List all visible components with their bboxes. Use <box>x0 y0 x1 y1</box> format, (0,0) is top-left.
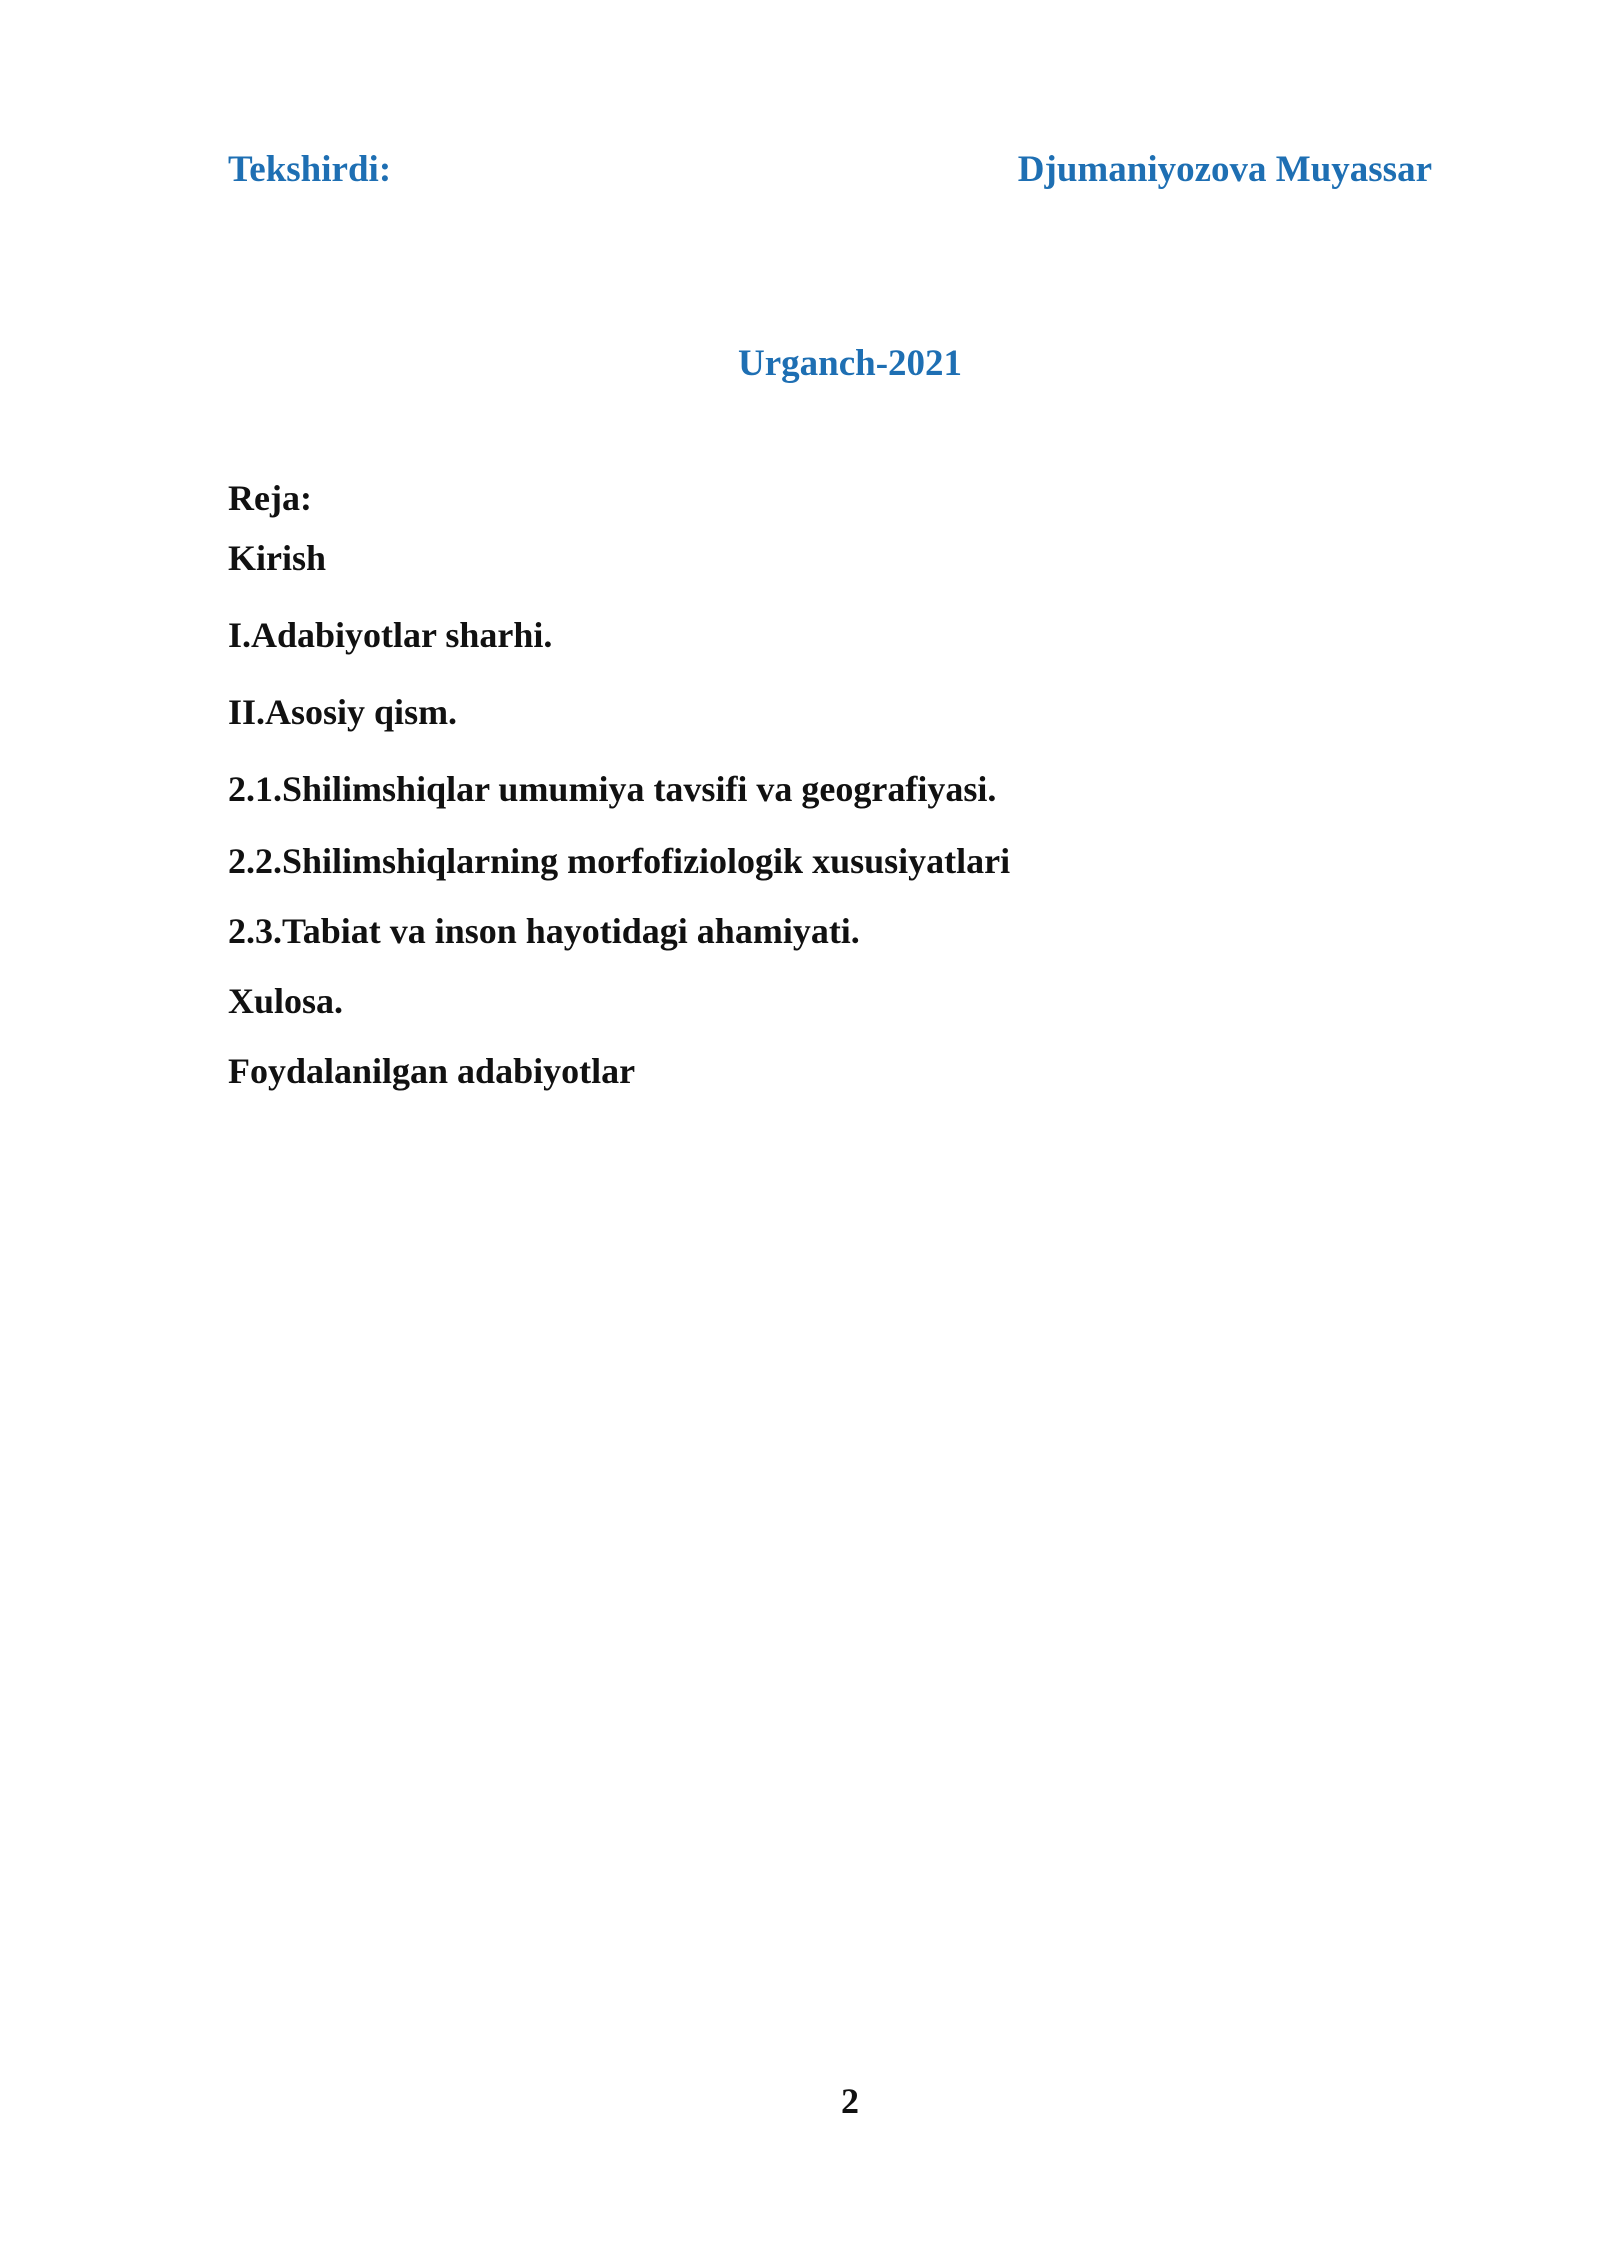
page-number: 2 <box>841 2081 859 2121</box>
plan-title: Reja: <box>228 478 312 518</box>
author-name: Djumaniyozova Muyassar <box>1017 149 1432 190</box>
plan-item-main-part: II.Asosiy qism. <box>228 692 458 732</box>
plan-item-literature-review: I.Adabiyotlar sharhi. <box>228 615 553 655</box>
plan-item-references: Foydalanilgan adabiyotlar <box>228 1051 636 1091</box>
plan-item-introduction: Kirish <box>228 538 327 578</box>
plan-item-2-3: 2.3.Tabiat va inson hayotidagi ahamiyati. <box>228 911 860 951</box>
plan-section <box>228 470 1010 1101</box>
plan-item-2-1: 2.1.Shilimshiqlar umumiya tavsifi va geografiyasi. <box>228 769 997 809</box>
city-year: Urganch-2021 <box>737 343 963 384</box>
checked-by-label: Tekshirdi: <box>228 149 392 190</box>
plan-item-2-2: 2.2.Shilimshiqlarning morfofiziologik xususiyatlari <box>228 841 1011 881</box>
plan-list <box>228 526 1010 1101</box>
plan-item-conclusion: Xulosa. <box>228 981 344 1021</box>
